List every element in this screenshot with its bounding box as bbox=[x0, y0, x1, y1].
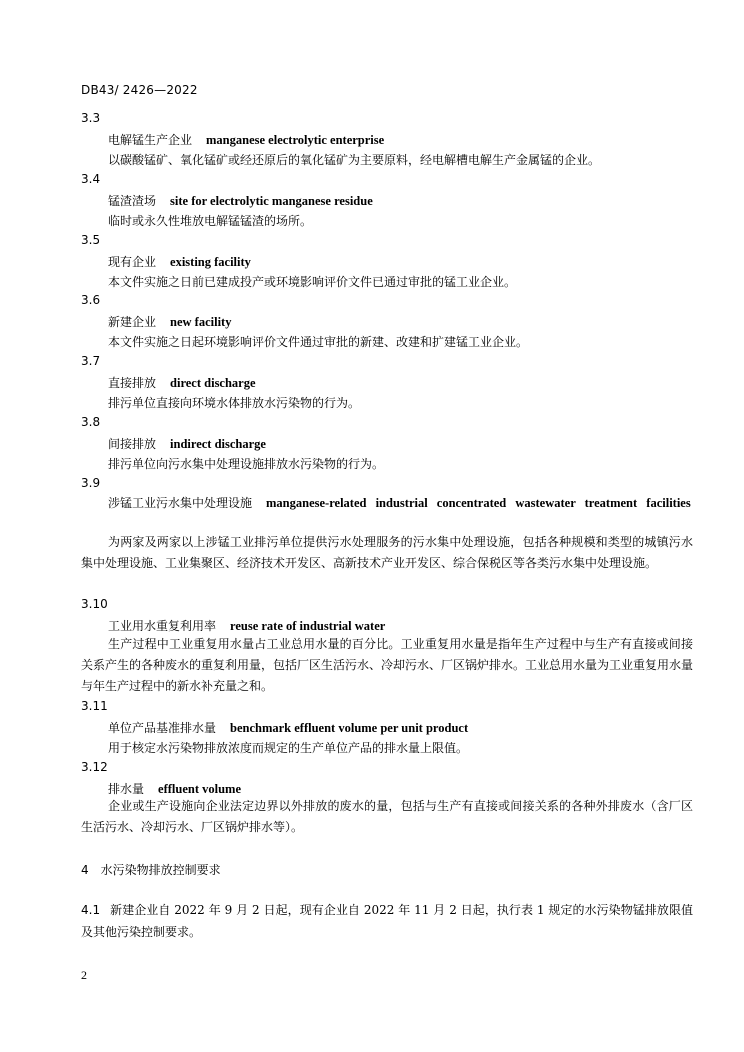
term-en: effluent volume bbox=[158, 782, 241, 796]
term-definition: 排污单位直接向环境水体排放水污染物的行为。 bbox=[108, 396, 361, 410]
term-number: 3.10 bbox=[81, 597, 108, 611]
term-number: 3.9 bbox=[81, 476, 101, 490]
term-definition: 以碳酸锰矿、氧化锰矿或经还原后的氧化锰矿为主要原料，经电解槽电解生产金属锰的企业。 bbox=[108, 153, 601, 167]
term-title bbox=[108, 192, 373, 209]
clause-number: 4.1 bbox=[81, 903, 101, 917]
term-number: 3.11 bbox=[81, 699, 108, 713]
term-en: reuse rate of industrial water bbox=[230, 619, 386, 633]
section-heading bbox=[81, 861, 221, 878]
term-definition: 生产过程中工业重复用水量占工业总用水量的百分比。工业重复用水量是指年生产过程中与生产有直接或间接关系产生的各种废水的重复利用量，包括厂区生活污水、冷却污水、厂区锅炉排水。工业总用水量为工业重复用水量与年生产过程中的新水补充量之和。 bbox=[81, 637, 694, 693]
term-number: 3.5 bbox=[81, 233, 101, 247]
term-zh: 工业用水重复利用率 bbox=[108, 619, 217, 633]
term-zh: 单位产品基准排水量 bbox=[108, 721, 217, 735]
term-number: 3.3 bbox=[81, 111, 101, 125]
term-en: site for electrolytic manganese residue bbox=[170, 194, 373, 208]
term-number: 3.7 bbox=[81, 354, 101, 368]
document-code: DB43/ 2426—2022 bbox=[81, 83, 198, 97]
term-zh: 新建企业 bbox=[108, 315, 157, 329]
term-title bbox=[108, 313, 231, 330]
term-definition: 本文件实施之日前已建成投产或环境影响评价文件已通过审批的锰工业企业。 bbox=[108, 275, 517, 289]
term-definition: 为两家及两家以上涉锰工业排污单位提供污水处理服务的污水集中处理设施，包括各种规模和类型的城镇污水集中处理设施、工业集聚区、经济技术开发区、高新技术产业开发区、综合保税区等各类污水集中处理设施。 bbox=[81, 535, 693, 570]
term-zh: 排水量 bbox=[108, 782, 145, 796]
term-number: 3.12 bbox=[81, 760, 108, 774]
term-en: direct discharge bbox=[170, 376, 256, 390]
term-zh: 现有企业 bbox=[108, 255, 157, 269]
term-en: manganese electrolytic enterprise bbox=[206, 133, 385, 147]
term-definition: 临时或永久性堆放电解锰锰渣的场所。 bbox=[108, 214, 313, 228]
term-zh: 锰渣渣场 bbox=[108, 194, 157, 208]
term-zh: 直接排放 bbox=[108, 376, 157, 390]
term-zh: 间接排放 bbox=[108, 437, 157, 451]
page-number: 2 bbox=[81, 968, 87, 982]
term-number: 3.8 bbox=[81, 415, 101, 429]
clause-4-1 bbox=[81, 899, 693, 943]
term-definition: 企业或生产设施向企业法定边界以外排放的废水的量，包括与生产有直接或间接关系的各种外排废水（含厂区生活污水、冷却污水、厂区锅炉排水等）。 bbox=[81, 799, 693, 834]
term-title bbox=[108, 719, 468, 736]
term-title bbox=[108, 435, 266, 452]
term-en: new facility bbox=[170, 315, 232, 329]
section-title: 水污染物排放控制要求 bbox=[100, 863, 221, 877]
term-en: indirect discharge bbox=[170, 437, 266, 451]
term-definition: 用于核定水污染物排放浓度而规定的生产单位产品的排水量上限值。 bbox=[108, 741, 469, 755]
term-title bbox=[108, 374, 256, 391]
term-title bbox=[108, 780, 241, 797]
term-number: 3.6 bbox=[81, 293, 101, 307]
term-title bbox=[108, 131, 384, 148]
term-en: benchmark effluent volume per unit product bbox=[230, 721, 469, 735]
term-number: 3.4 bbox=[81, 172, 101, 186]
term-title bbox=[108, 253, 251, 270]
term-zh: 电解锰生产企业 bbox=[108, 133, 193, 147]
term-zh: 涉锰工业污水集中处理设施 bbox=[108, 496, 253, 510]
clause-text: 新建企业自 2022 年 9 月 2 日起，现有企业自 2022 年 11 月 2 日起，执行表 1 规定的水污染物锰排放限值及其他污染控制要求。 bbox=[81, 903, 693, 939]
term-en: manganese-related industrial concentrated wastewater treatment facilities bbox=[266, 496, 691, 510]
term-title bbox=[108, 617, 385, 634]
term-definition: 排污单位向污水集中处理设施排放水污染物的行为。 bbox=[108, 457, 385, 471]
term-title bbox=[81, 492, 693, 514]
section-number: 4 bbox=[81, 863, 89, 877]
term-en: existing facility bbox=[170, 255, 251, 269]
term-definition: 本文件实施之日起环境影响评价文件通过审批的新建、改建和扩建锰工业企业。 bbox=[108, 335, 529, 349]
